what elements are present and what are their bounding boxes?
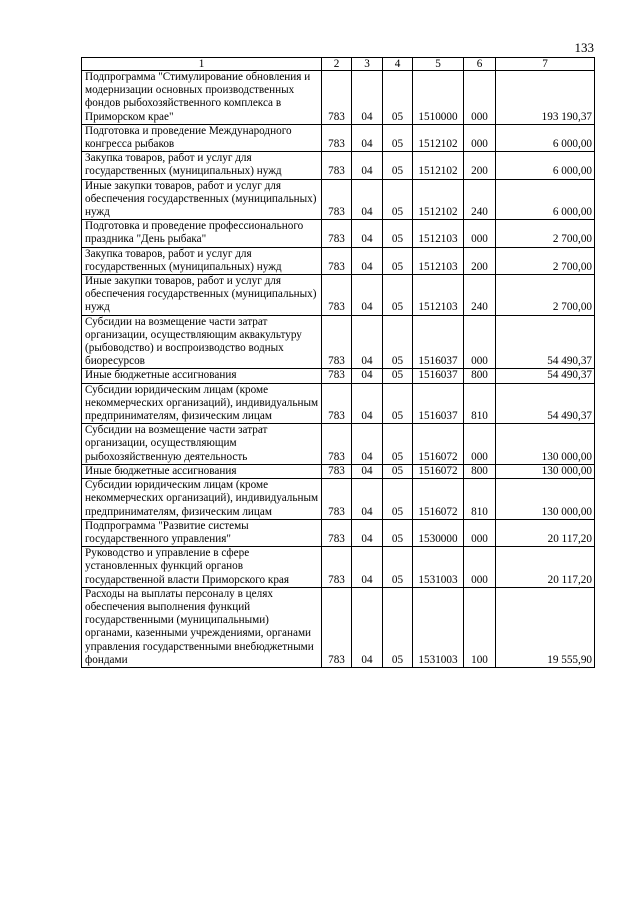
- column-header: 4: [383, 58, 413, 71]
- expense-type-cell: 240: [464, 179, 496, 220]
- section-cell: 04: [352, 519, 383, 546]
- section-cell: 04: [352, 179, 383, 220]
- expense-type-cell: 810: [464, 383, 496, 424]
- row-name-cell: Субсидии юридическим лицам (кроме некоммерческих организаций), индивидуальным предпринимателям, физическим лицам: [82, 383, 322, 424]
- ministry-code-cell: 783: [322, 383, 352, 424]
- amount-cell: 2 700,00: [496, 275, 595, 316]
- ministry-code-cell: 783: [322, 247, 352, 274]
- subsection-cell: 05: [383, 587, 413, 667]
- row-name-cell: Иные бюджетные ассигнования: [82, 464, 322, 478]
- table-row: [82, 587, 595, 667]
- expense-type-cell: 000: [464, 124, 496, 151]
- row-name-cell: Иные закупки товаров, работ и услуг для обеспечения государственных (муниципальных) нужд: [82, 275, 322, 316]
- ministry-code-cell: 783: [322, 179, 352, 220]
- target-article-cell: 1516037: [413, 383, 464, 424]
- column-header: 6: [464, 58, 496, 71]
- ministry-code-cell: 783: [322, 519, 352, 546]
- ministry-code-cell: 783: [322, 71, 352, 125]
- expense-type-cell: 800: [464, 369, 496, 383]
- target-article-cell: 1510000: [413, 71, 464, 125]
- section-cell: 04: [352, 220, 383, 247]
- target-article-cell: 1512102: [413, 124, 464, 151]
- expense-type-cell: 200: [464, 152, 496, 179]
- subsection-cell: 05: [383, 124, 413, 151]
- table-row: [82, 383, 595, 424]
- ministry-code-cell: 783: [322, 479, 352, 520]
- subsection-cell: 05: [383, 220, 413, 247]
- table-row: [82, 220, 595, 247]
- expense-type-cell: 000: [464, 424, 496, 465]
- ministry-code-cell: 783: [322, 275, 352, 316]
- amount-cell: 193 190,37: [496, 71, 595, 125]
- ministry-code-cell: 783: [322, 424, 352, 465]
- expense-type-cell: 000: [464, 315, 496, 369]
- target-article-cell: 1512103: [413, 275, 464, 316]
- section-cell: 04: [352, 152, 383, 179]
- amount-cell: 20 117,20: [496, 519, 595, 546]
- target-article-cell: 1516072: [413, 424, 464, 465]
- target-article-cell: 1516072: [413, 479, 464, 520]
- expense-type-cell: 810: [464, 479, 496, 520]
- ministry-code-cell: 783: [322, 220, 352, 247]
- subsection-cell: 05: [383, 547, 413, 588]
- row-name-cell: Закупка товаров, работ и услуг для государственных (муниципальных) нужд: [82, 247, 322, 274]
- expense-type-cell: 000: [464, 547, 496, 588]
- table-row: [82, 124, 595, 151]
- section-cell: 04: [352, 424, 383, 465]
- amount-cell: 19 555,90: [496, 587, 595, 667]
- ministry-code-cell: 783: [322, 152, 352, 179]
- column-header: 1: [82, 58, 322, 71]
- row-name-cell: Закупка товаров, работ и услуг для государственных (муниципальных) нужд: [82, 152, 322, 179]
- subsection-cell: 05: [383, 152, 413, 179]
- amount-cell: 2 700,00: [496, 220, 595, 247]
- row-name-cell: Руководство и управление в сфере установленных функций органов государственной власти Приморского края: [82, 547, 322, 588]
- subsection-cell: 05: [383, 479, 413, 520]
- expense-type-cell: 240: [464, 275, 496, 316]
- table-row: [82, 247, 595, 274]
- table-row: [82, 179, 595, 220]
- subsection-cell: 05: [383, 315, 413, 369]
- table-row: [82, 275, 595, 316]
- ministry-code-cell: 783: [322, 124, 352, 151]
- section-cell: 04: [352, 587, 383, 667]
- column-header: 7: [496, 58, 595, 71]
- table-row: [82, 315, 595, 369]
- subsection-cell: 05: [383, 71, 413, 125]
- budget-table: [81, 57, 595, 668]
- section-cell: 04: [352, 275, 383, 316]
- amount-cell: 6 000,00: [496, 124, 595, 151]
- row-name-cell: Субсидии на возмещение части затрат организации, осуществляющим аквакультуру (рыбоводство) и воспроизводство водных биоресурсов: [82, 315, 322, 369]
- row-name-cell: Расходы на выплаты персоналу в целях обеспечения выполнения функций государственными (муниципальными) органами, казенными учреждениями, органами управления государственными внебюджетными фондами: [82, 587, 322, 667]
- ministry-code-cell: 783: [322, 464, 352, 478]
- expense-type-cell: 000: [464, 519, 496, 546]
- row-name-cell: Иные бюджетные ассигнования: [82, 369, 322, 383]
- ministry-code-cell: 783: [322, 587, 352, 667]
- subsection-cell: 05: [383, 247, 413, 274]
- subsection-cell: 05: [383, 519, 413, 546]
- subsection-cell: 05: [383, 179, 413, 220]
- amount-cell: 54 490,37: [496, 383, 595, 424]
- row-name-cell: Подготовка и проведение профессионального праздника "День рыбака": [82, 220, 322, 247]
- amount-cell: 54 490,37: [496, 315, 595, 369]
- ministry-code-cell: 783: [322, 547, 352, 588]
- target-article-cell: 1531003: [413, 587, 464, 667]
- target-article-cell: 1516037: [413, 315, 464, 369]
- table-row: [82, 424, 595, 465]
- section-cell: 04: [352, 71, 383, 125]
- amount-cell: 6 000,00: [496, 179, 595, 220]
- amount-cell: 54 490,37: [496, 369, 595, 383]
- section-cell: 04: [352, 547, 383, 588]
- table-row: [82, 547, 595, 588]
- table-row: [82, 369, 595, 383]
- target-article-cell: 1512102: [413, 179, 464, 220]
- row-name-cell: Подпрограмма "Развитие системы государственного управления": [82, 519, 322, 546]
- row-name-cell: Субсидии юридическим лицам (кроме некоммерческих организаций), индивидуальным предпринимателям, физическим лицам: [82, 479, 322, 520]
- section-cell: 04: [352, 315, 383, 369]
- column-header: 3: [352, 58, 383, 71]
- section-cell: 04: [352, 247, 383, 274]
- amount-cell: 130 000,00: [496, 479, 595, 520]
- table-row: [82, 519, 595, 546]
- target-article-cell: 1516072: [413, 464, 464, 478]
- row-name-cell: Подпрограмма "Стимулирование обновления и модернизации основных производственных фондов рыбохозяйственного комплекса в Приморском крае": [82, 71, 322, 125]
- expense-type-cell: 800: [464, 464, 496, 478]
- target-article-cell: 1530000: [413, 519, 464, 546]
- table-header-row: [82, 58, 595, 71]
- target-article-cell: 1512103: [413, 247, 464, 274]
- expense-type-cell: 100: [464, 587, 496, 667]
- section-cell: 04: [352, 479, 383, 520]
- table-row: [82, 71, 595, 125]
- subsection-cell: 05: [383, 383, 413, 424]
- ministry-code-cell: 783: [322, 315, 352, 369]
- expense-type-cell: 000: [464, 220, 496, 247]
- table-row: [82, 464, 595, 478]
- column-header: 2: [322, 58, 352, 71]
- target-article-cell: 1512103: [413, 220, 464, 247]
- row-name-cell: Иные закупки товаров, работ и услуг для обеспечения государственных (муниципальных) нужд: [82, 179, 322, 220]
- section-cell: 04: [352, 124, 383, 151]
- amount-cell: 2 700,00: [496, 247, 595, 274]
- subsection-cell: 05: [383, 369, 413, 383]
- target-article-cell: 1512102: [413, 152, 464, 179]
- subsection-cell: 05: [383, 424, 413, 465]
- row-name-cell: Подготовка и проведение Международного конгресса рыбаков: [82, 124, 322, 151]
- target-article-cell: 1531003: [413, 547, 464, 588]
- column-header: 5: [413, 58, 464, 71]
- target-article-cell: 1516037: [413, 369, 464, 383]
- table-body: [82, 71, 595, 668]
- amount-cell: 130 000,00: [496, 464, 595, 478]
- table-row: [82, 152, 595, 179]
- ministry-code-cell: 783: [322, 369, 352, 383]
- subsection-cell: 05: [383, 464, 413, 478]
- row-name-cell: Субсидии на возмещение части затрат организации, осуществляющим рыбохозяйственную деятельность: [82, 424, 322, 465]
- table-row: [82, 479, 595, 520]
- expense-type-cell: 000: [464, 71, 496, 125]
- section-cell: 04: [352, 464, 383, 478]
- subsection-cell: 05: [383, 275, 413, 316]
- amount-cell: 6 000,00: [496, 152, 595, 179]
- section-cell: 04: [352, 383, 383, 424]
- amount-cell: 130 000,00: [496, 424, 595, 465]
- page-number: 133: [574, 40, 594, 55]
- expense-type-cell: 200: [464, 247, 496, 274]
- section-cell: 04: [352, 369, 383, 383]
- amount-cell: 20 117,20: [496, 547, 595, 588]
